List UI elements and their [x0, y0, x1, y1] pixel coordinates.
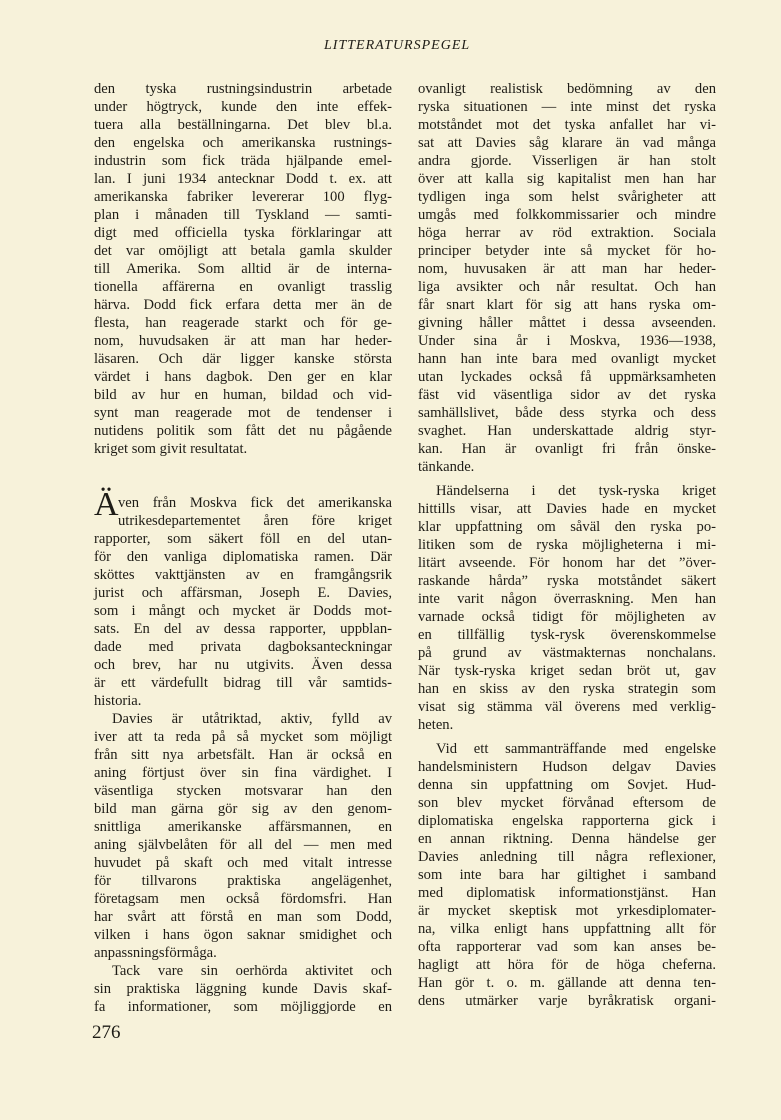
text-line: iver att ta reda på så mycket som möjligt: [94, 729, 392, 745]
text-line: som inte bara har giltighet i samband: [418, 867, 716, 883]
text-line: jurist och affärsman, Joseph E. Davies,: [94, 585, 392, 601]
text-line: under högtryck, kunde den inte effek-: [94, 99, 392, 115]
text-line: diplomatiska engelska rapporterna gick i: [418, 813, 716, 829]
text-line: en tillfällig tysk-rysk överenskommelse: [418, 627, 716, 643]
text-line: anpassningsförmåga.: [94, 945, 217, 961]
text-line: varnade också tidigt för möjligheten av: [418, 609, 716, 625]
text-line: dade med privata dagboksanteckningar: [94, 639, 392, 655]
text-line: värdet i hans dagbok. Den ger en klar: [94, 369, 392, 385]
paragraph: [94, 494, 392, 530]
text-line: är ett värdefullt bidrag till vår samtids-: [94, 675, 392, 691]
text-line: snittliga amerikanske affärsmannen, en: [94, 819, 392, 835]
text-line: motståndet mot det tyska anfallet har vi-: [418, 117, 716, 133]
paragraph: [418, 740, 716, 1010]
text-line: heten.: [418, 717, 454, 733]
text-line: son blev mycket förvånad eftersom de: [418, 795, 716, 811]
text-line: na, vilka enligt hans uppfattning allt för: [418, 921, 716, 937]
text-line: ovanligt realistisk bedömning av den: [418, 81, 716, 97]
text-line: aning förtjust över sin fina värdighet. I: [94, 765, 392, 781]
text-line: svaghet. Han underskattade aldrig styr-: [418, 423, 716, 439]
paragraph: [418, 482, 716, 734]
text-line: höga herrar av röd extraktion. Sociala: [418, 225, 716, 241]
text-line: på grund av västmakternas nonchalans.: [418, 645, 716, 661]
text-line: Vid ett sammanträffande med engelske: [436, 741, 716, 757]
text-line: med diplomatisk informationstjänst. Han: [418, 885, 716, 901]
text-line: rapporter, som säkert föll en del utan-: [94, 531, 392, 547]
text-line: historia.: [94, 693, 142, 709]
text-line: för den vanliga diplomatiska ramen. Där: [94, 549, 392, 565]
text-line: har svårt att förstå en man som Dodd,: [94, 909, 392, 925]
text-line: nom, huvusaken är att man har heder-: [418, 261, 716, 277]
text-line: en annan riktning. Denna händelse ger: [418, 831, 716, 847]
text-line: flesta, han reagerade starkt och för ge-: [94, 315, 392, 331]
text-line: nom, huvudsaken är att man har heder-: [94, 333, 392, 349]
text-line: fäst vid väsentliga sidor av det ryska: [418, 387, 716, 403]
text-line: tionella affärerna en ovanligt trasslig: [94, 279, 392, 295]
running-header: LITTERATURSPEGEL: [324, 38, 471, 53]
text-line: väsentliga stycken motsvarar han den: [94, 783, 392, 799]
text-line: till Amerika. Som alltid är de interna-: [94, 261, 392, 277]
text-line: lan. I juni 1934 antecknar Dodd t. ex. att: [94, 171, 392, 187]
drop-cap: Ä: [94, 486, 119, 523]
text-line: Han gör t. o. m. gällande att denna ten-: [418, 975, 716, 991]
text-line: bild man gärna gör sig av den genom-: [94, 801, 392, 817]
text-line: litärt avseende. För honom har det ”över-: [418, 555, 716, 571]
text-line: visat sig stämma väl överens med verklig-: [418, 699, 716, 715]
paragraph: [94, 710, 392, 962]
text-line: amerikanska fabriker levererar 100 flyg-: [94, 189, 392, 205]
text-line: När tysk-ryska kriget sedan bröt ut, gav: [418, 663, 716, 679]
right-column: [418, 80, 716, 1010]
text-line: liga avsikter och når resultat. Och han: [418, 279, 716, 295]
text-line: sin praktiska läggning kunde Davis skaf-: [94, 981, 392, 997]
paragraph: [94, 962, 392, 1016]
text-line: industrin som fick träda hjälpande emel-: [94, 153, 392, 169]
text-line: företagsam men också fördomsfri. Han: [94, 891, 392, 907]
text-line: fa informationer, som möjliggjorde en: [94, 999, 392, 1015]
text-line: får snart klart för sig att hans ryska om-: [418, 297, 716, 313]
text-line: för tillvarons praktiska angelägenhet,: [94, 873, 392, 889]
paragraph: [94, 80, 392, 458]
text-line: han en skiss av den ryska strategin som: [418, 681, 716, 697]
text-line: den tyska rustningsindustrin arbetade: [94, 81, 392, 97]
left-column: [94, 80, 392, 1016]
text-line: Tack vare sin oerhörda aktivitet och: [112, 963, 392, 979]
text-line: tänkande.: [418, 459, 475, 475]
text-line: utrikesdepartementet åren före kriget: [118, 513, 392, 529]
text-line: aning självbelåten för all del — men med: [94, 837, 392, 853]
text-line: raskande hårda” ryska motståndet säkert: [418, 573, 716, 589]
text-line: Händelserna i det tysk-ryska kriget: [436, 483, 716, 499]
text-line: plan i månaden till Tyskland — samti-: [94, 207, 392, 223]
text-line: inte varit någon överraskning. Men han: [418, 591, 716, 607]
text-line: synt man reagerade mot de tendenser i: [94, 405, 392, 421]
text-line: digt med officiella tyska förklaringar att: [94, 225, 392, 241]
text-line: tuera alla beställningarna. Det blev bl.a.: [94, 117, 392, 133]
text-line: ryska situationen — inte minst det ryska: [418, 99, 716, 115]
text-line: ofta rapporterar vad som kan anses be-: [418, 939, 716, 955]
text-line: handelsministern Hudson delgav Davies: [418, 759, 716, 775]
text-line: denna sin uppfattning om Sovjet. Hud-: [418, 777, 716, 793]
text-line: klar uppfattning om såväl den ryska po-: [418, 519, 716, 535]
text-line: Davies är utåtriktad, aktiv, fylld av: [112, 711, 392, 727]
text-line: hagligt att höra för de höga cheferna.: [418, 957, 716, 973]
text-line: nutidens politik som fått det nu pågående: [94, 423, 392, 439]
paragraph: [94, 530, 392, 710]
text-line: det var omöjligt att betala gamla skulder: [94, 243, 392, 259]
text-line: bild av hur en human, bildad och vid-: [94, 387, 392, 403]
text-line: samhällslivet, både dess styrka och dess: [418, 405, 716, 421]
paragraph: [418, 80, 716, 476]
text-line: vilken i hans ögon saknar smidighet och: [94, 927, 392, 943]
text-line: Davies anledning till några reflexioner,: [418, 849, 716, 865]
text-line: hittills visar, att Davies hade en mycket: [418, 501, 716, 517]
page-number: 276: [92, 1022, 121, 1043]
text-line: och brev, har nu utgivits. Även dessa: [94, 657, 392, 673]
text-line: härva. Dodd fick erfara detta mer än de: [94, 297, 392, 313]
text-line: kan. Han är ovanligt fri från önske-: [418, 441, 716, 457]
text-line: från sitt nya arbetsfält. Han är också en: [94, 747, 392, 763]
text-line: principer betyder inte så mycket för ho-: [418, 243, 716, 259]
text-line: umgås med folkkommissarier och mindre: [418, 207, 716, 223]
text-line: tydligen inga som helst svårigheter att: [418, 189, 716, 205]
text-line: andra gjorde. Visserligen är han stolt: [418, 153, 716, 169]
text-line: utan lyckades också få uppmärksamheten: [418, 369, 716, 385]
text-line: sköttes vakttjänsten av en framgångsrik: [94, 567, 392, 583]
text-line: kriget som givit resultatat.: [94, 441, 248, 457]
text-line: över att kalla sig kapitalist men han har: [418, 171, 716, 187]
text-line: den engelska och amerikanska rustnings-: [94, 135, 392, 151]
text-line: huvudet på skaft och med vitalt intresse: [94, 855, 392, 871]
text-line: som i mångt och mycket är Dodds mot-: [94, 603, 392, 619]
text-line: sats. En del av dessa rapporter, uppblan-: [94, 621, 392, 637]
text-line: ven från Moskva fick det amerikanska: [118, 495, 392, 511]
text-line: Under sina år i Moskva, 1936—1938,: [418, 333, 716, 349]
text-line: givning håller måttet i dessa avseenden.: [418, 315, 716, 331]
text-line: dens utmärker varje byråkratisk organi-: [418, 993, 716, 1009]
text-line: sat att Davies såg klarare än vad många: [418, 135, 716, 151]
text-line: är mycket skeptisk mot yrkesdiplomater-: [418, 903, 716, 919]
text-line: hann han inte bara med ovanligt mycket: [418, 351, 716, 367]
text-line: litiken som de ryska möjligheterna i mi-: [418, 537, 716, 553]
text-line: läsaren. Och där ligger kanske största: [94, 351, 392, 367]
